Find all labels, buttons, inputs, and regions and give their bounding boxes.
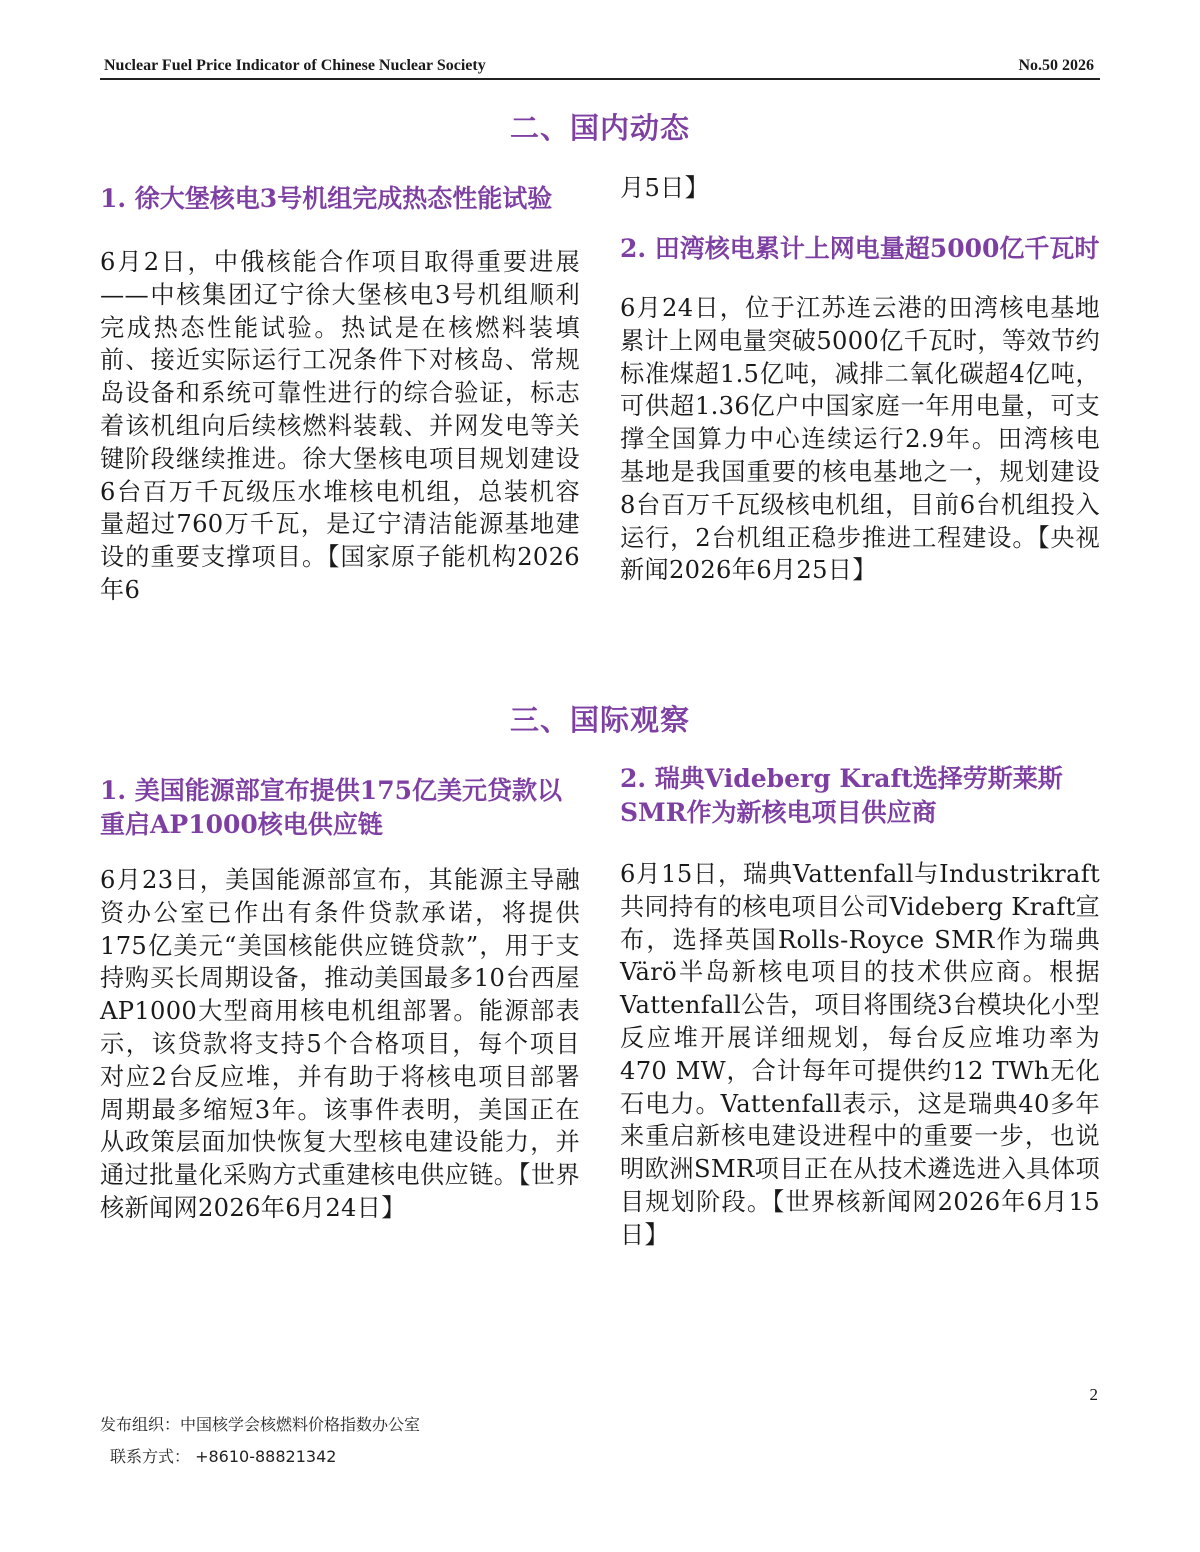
article-body: 6月23日，美国能源部宣布，其能源主导融资办公室已作出有条件贷款承诺，将提供175亿美元“美国核能供应链贷款”，用于支持购买长周期设备，推动美国最多10台西屋AP1000大型商用核电机组部署。能源部表示，该贷款将支持5个合格项目，每个项目对应2台反应堆，并有助于将核电项目部署周期最多缩短3年。该事件表明，美国正在从政策层面加快恢复大型核电建设能力，并通过批量化采购方式重建核电供应链。【世界核新闻网2026年6月24日】 — [100, 866, 580, 1222]
article-title: 2. 瑞典Videberg Kraft选择劳斯莱斯SMR作为新核电项目供应商 — [620, 764, 1063, 827]
article-xudabao — [100, 182, 580, 607]
article-tianwan — [620, 232, 1100, 587]
footer-contact: 联系方式： +8610-88821342 — [110, 1447, 337, 1466]
article-title: 1. 美国能源部宣布提供175亿美元贷款以重启AP1000核电供应链 — [100, 776, 562, 839]
issue-number: No.50 2026 — [1018, 57, 1094, 74]
section-title-domestic: 二、国内动态 — [509, 111, 690, 145]
article-body: 6月2日，中俄核能合作项目取得重要进展——中核集团辽宁徐大堡核电3号机组顺利完成热态性能试验。热试是在核燃料装填前、接近实际运行工况条件下对核岛、常规岛设备和系统可靠性进行的综合验证，标志着该机组向后续核燃料装载、并网发电等关键阶段继续推进。徐大堡核电项目规划建设6台百万千瓦级压水堆核电机组，总装机容量超过760万千瓦，是辽宁清洁能源基地建设的重要支撑项目。【国家原子能机构2026年6 — [100, 248, 580, 604]
footer-publisher: 发布组织：中国核学会核燃料价格指数办公室 — [100, 1415, 421, 1434]
article-xudabao-continued — [620, 172, 1100, 205]
article-videberg — [620, 762, 1100, 1252]
publication-title: Nuclear Fuel Price Indicator of Chinese Nuclear Society — [104, 57, 486, 74]
article-doe-loan — [100, 774, 580, 1225]
section-title-international: 三、国际观察 — [509, 703, 690, 737]
article-body: 6月24日，位于江苏连云港的田湾核电基地累计上网电量突破5000亿千瓦时，等效节约标准煤超1.5亿吨，减排二氧化碳超4亿吨，可供超1.36亿户中国家庭一年用电量，可支撑全国算力中心连续运行2.9年。田湾核电基地是我国重要的核电基地之一，规划建设8台百万千瓦级核电机组，目前6台机组投入运行，2台机组正稳步推进工程建设。【央视新闻2026年6月25日】 — [620, 294, 1100, 585]
article-title: 2. 田湾核电累计上网电量超5000亿千瓦时 — [620, 234, 1100, 263]
article-title: 1. 徐大堡核电3号机组完成热态性能试验 — [100, 184, 553, 213]
running-header — [100, 56, 1100, 80]
article-body-continuation: 月5日】 — [620, 174, 710, 202]
article-body: 6月15日，瑞典Vattenfall与Industrikraft共同持有的核电项目公司Videberg Kraft宣布，选择英国Rolls-Royce SMR作为瑞典Värö半岛新核电项目的技术供应商。根据Vattenfall公告，项目将围绕3台模块化小型反应堆开展详细规划，每台反应堆功率为470 MW，合计每年可提供约12 TWh无化石电力。Vattenfall表示，这是瑞典40多年来重启新核电建设进程中的重要一步，也说明欧洲SMR项目正在从技术遴选进入具体项目规划阶段。【世界核新闻网2026年6月15日】 — [620, 860, 1100, 1249]
page-number: 2 — [1089, 1385, 1098, 1404]
